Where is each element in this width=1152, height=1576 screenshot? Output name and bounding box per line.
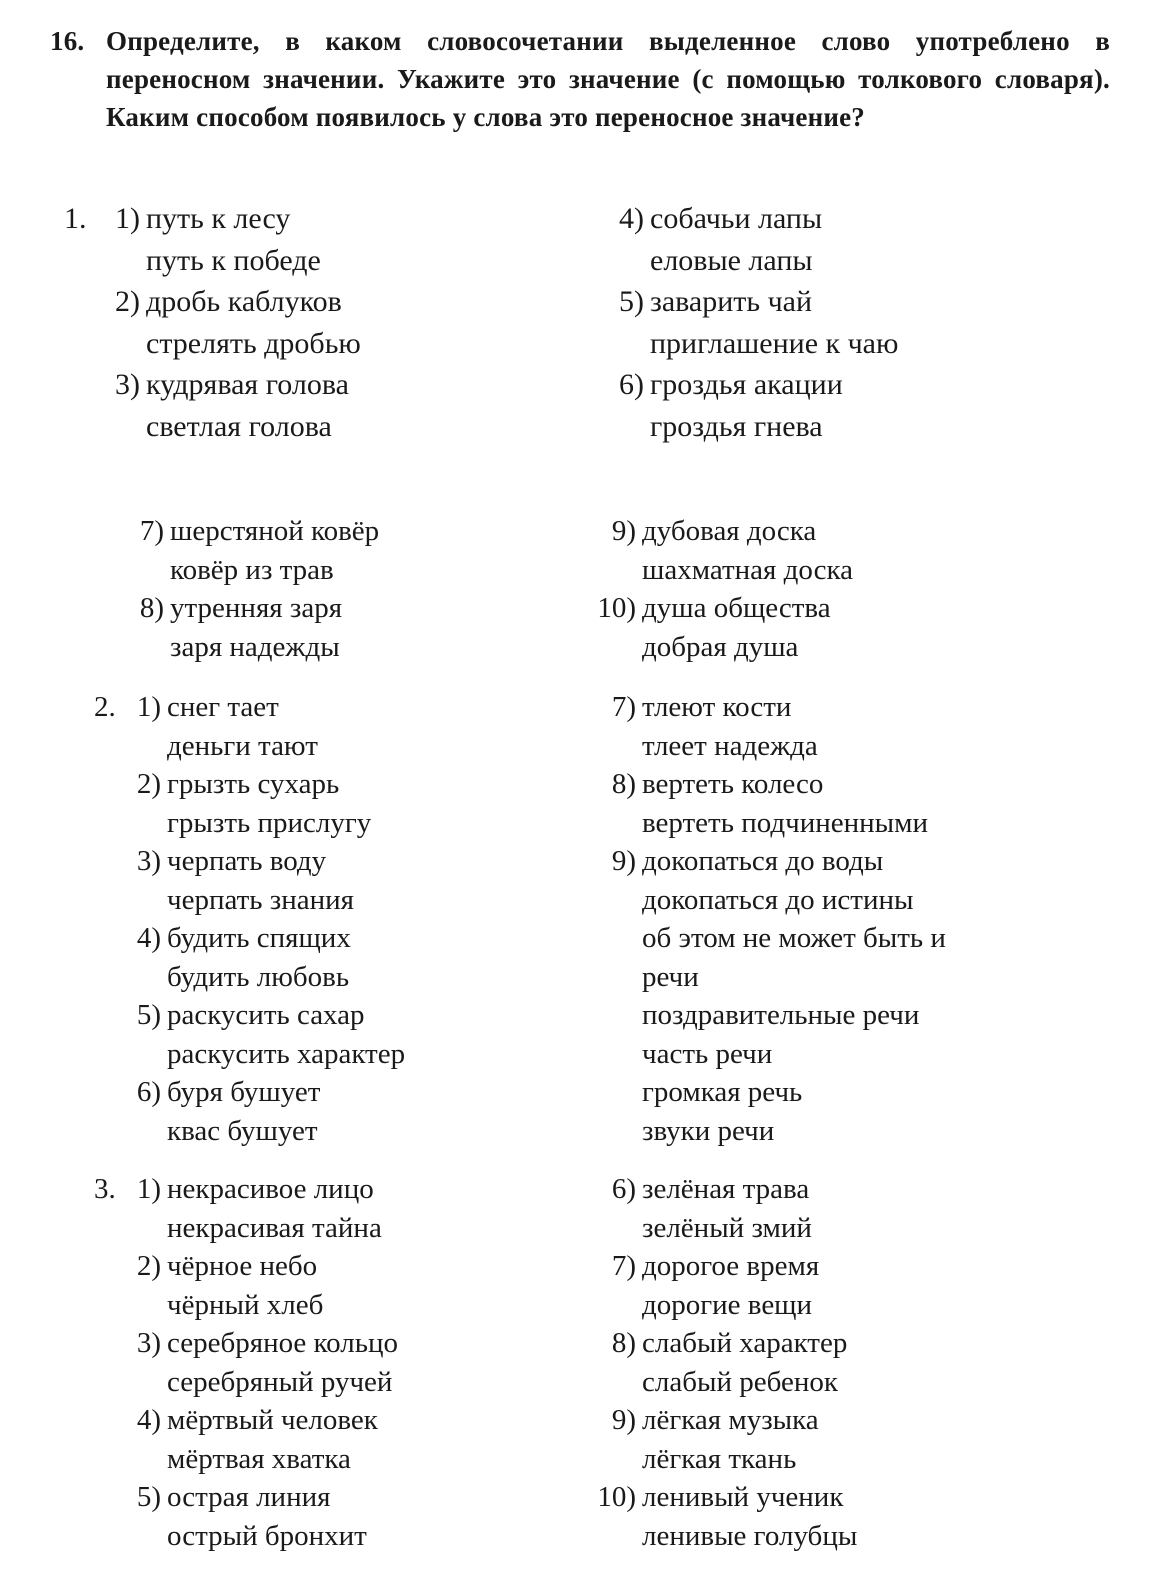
list-item	[115, 198, 361, 281]
left-column	[115, 198, 361, 447]
list-item	[136, 919, 405, 996]
phrase-line: путь к лесу	[146, 202, 291, 235]
phrase-line: зелёная трава	[642, 1173, 810, 1205]
left-column	[136, 1170, 399, 1555]
phrase-line: грызть сухарь	[167, 768, 340, 800]
phrase-line: утренняя заря	[170, 592, 343, 624]
list-item	[619, 198, 898, 281]
phrase-line: ленивые голубцы	[642, 1519, 858, 1552]
item-number: 8)	[611, 1327, 636, 1359]
right-column	[597, 1170, 858, 1555]
list-item	[619, 364, 898, 447]
task-number: 16.	[50, 26, 85, 56]
right-column	[597, 512, 854, 666]
phrase-line: будить любовь	[167, 960, 350, 993]
item-number: 7)	[611, 691, 636, 723]
list-item	[115, 364, 361, 447]
phrase-line: собачьи лапы	[650, 202, 823, 235]
list-item	[597, 1478, 858, 1555]
phrase-line: ковёр из трав	[170, 553, 334, 586]
right-column	[619, 198, 899, 447]
phrase-line: гроздья гнева	[650, 409, 823, 443]
phrase-line: тлеют кости	[642, 691, 792, 723]
item-number: 8)	[139, 592, 164, 624]
phrase-line: зелёный змий	[642, 1211, 812, 1244]
phrase-line: черпать знания	[167, 883, 354, 916]
list-item	[611, 842, 946, 1150]
list-item	[136, 842, 405, 919]
item-number: 3)	[136, 1327, 161, 1359]
phrase-line: докопаться до истины	[642, 883, 914, 916]
left-column	[139, 512, 380, 666]
group-number: 2.	[94, 691, 116, 723]
phrase-line: громкая речь	[642, 1076, 803, 1108]
phrase-line: вертеть подчиненными	[642, 806, 929, 839]
item-number: 3)	[136, 845, 161, 877]
item-number: 1)	[115, 202, 140, 235]
item-number: 4)	[619, 202, 644, 235]
phrase-line: снег тает	[167, 691, 279, 723]
item-number: 9)	[611, 845, 636, 877]
item-number: 4)	[136, 1404, 161, 1436]
phrase-line: деньги тают	[167, 729, 318, 762]
item-number: 3)	[115, 368, 140, 401]
phrase-line: заварить чай	[650, 285, 813, 318]
phrase-line: мёртвый человек	[167, 1404, 378, 1436]
group-number: 1.	[64, 202, 87, 235]
list-item	[619, 281, 899, 364]
phrase-line: ленивый ученик	[642, 1481, 844, 1513]
list-item	[611, 688, 946, 765]
phrase-line: звуки речи	[642, 1114, 775, 1147]
list-item	[611, 512, 854, 589]
list-item	[136, 1073, 405, 1150]
phrase-line: лёгкая ткань	[642, 1442, 797, 1475]
phrase-line: будить спящих	[167, 922, 351, 954]
phrase-line: раскусить сахар	[167, 999, 365, 1031]
list-item	[136, 1478, 398, 1555]
list-item	[611, 1401, 857, 1478]
phrase-line: душа общества	[642, 592, 831, 624]
task-block	[50, 22, 1110, 136]
item-number: 5)	[136, 999, 161, 1031]
item-number: 5)	[619, 285, 644, 318]
phrase-line: слабый ребенок	[642, 1365, 838, 1398]
item-number: 2)	[115, 285, 140, 318]
item-number: 9)	[611, 1404, 636, 1436]
phrase-line: часть речи	[642, 1037, 773, 1070]
left-column	[136, 688, 406, 1150]
phrase-line: дробь каблуков	[146, 285, 342, 318]
list-item	[136, 996, 406, 1073]
phrase-line: об этом не может быть и	[642, 922, 946, 954]
list-item	[136, 1324, 399, 1401]
item-number: 10)	[597, 592, 636, 624]
list-item	[611, 1324, 857, 1401]
list-item	[139, 589, 379, 666]
phrase-line: вертеть колесо	[642, 768, 824, 800]
phrase-line: квас бушует	[167, 1114, 318, 1147]
phrase-line: речи	[642, 960, 699, 993]
item-number: 6)	[619, 368, 644, 401]
list-item	[611, 765, 946, 842]
list-item	[136, 688, 405, 765]
phrase-line: мёртвая хватка	[167, 1442, 351, 1475]
phrase-line: раскусить характер	[167, 1037, 406, 1070]
item-number: 7)	[611, 1250, 636, 1282]
phrase-line: кудрявая голова	[146, 368, 349, 401]
phrase-line: грызть прислугу	[167, 806, 372, 839]
item-number: 1)	[136, 691, 161, 723]
list-item	[139, 512, 380, 589]
item-number: 2)	[136, 768, 161, 800]
list-item	[136, 1170, 398, 1247]
phrase-line: шерстяной ковёр	[170, 515, 380, 547]
phrase-line: тлеет надежда	[642, 729, 818, 762]
right-column	[611, 688, 946, 1150]
phrase-line: еловые лапы	[650, 243, 813, 277]
item-number: 10)	[597, 1481, 636, 1513]
list-item	[136, 1247, 398, 1324]
item-number: 8)	[611, 768, 636, 800]
phrase-line: серебряный ручей	[167, 1365, 393, 1398]
item-number: 4)	[136, 922, 161, 954]
group-number: 3.	[94, 1173, 116, 1205]
list-item	[611, 1170, 857, 1247]
phrase-line: стрелять дробью	[146, 326, 361, 360]
phrase-line: чёрное небо	[167, 1250, 318, 1282]
phrase-line: буря бушует	[167, 1076, 321, 1108]
phrase-line: светлая голова	[146, 409, 332, 443]
phrase-line: дорогое время	[642, 1250, 820, 1282]
phrase-line: заря надежды	[170, 630, 340, 663]
phrase-line: некрасивая тайна	[167, 1211, 382, 1244]
phrase-line: острый бронхит	[167, 1519, 367, 1552]
phrase-line: дубовая доска	[642, 515, 817, 547]
list-item	[597, 589, 853, 666]
phrase-line: добрая душа	[642, 630, 799, 663]
phrase-line: слабый характер	[642, 1327, 848, 1359]
phrase-line: острая линия	[167, 1481, 331, 1513]
phrase-line: путь к победе	[146, 243, 321, 277]
list-item	[115, 281, 361, 364]
phrase-line: черпать воду	[167, 845, 327, 877]
list-item	[136, 1401, 398, 1478]
phrase-line: приглашение к чаю	[650, 326, 899, 360]
phrase-line: поздравительные речи	[642, 999, 920, 1031]
item-number: 6)	[136, 1076, 161, 1108]
phrase-line: некрасивое лицо	[167, 1173, 374, 1205]
list-item	[136, 765, 405, 842]
item-number: 6)	[611, 1173, 636, 1205]
item-number: 5)	[136, 1481, 161, 1513]
item-number: 7)	[139, 515, 164, 547]
item-number: 9)	[611, 515, 636, 547]
phrase-line: гроздья акации	[650, 368, 843, 401]
phrase-line: дорогие вещи	[642, 1288, 813, 1321]
phrase-line: серебряное кольцо	[167, 1327, 399, 1359]
phrase-line: чёрный хлеб	[167, 1288, 324, 1321]
item-number: 1)	[136, 1173, 161, 1205]
item-number: 2)	[136, 1250, 161, 1282]
phrase-line: шахматная доска	[642, 553, 854, 586]
task-text: Определите, в каком словосочетании выделенное слово употреблено в переносном значении. Укажите это значение (с помощью толкового словаря). Каким способом появилось у слова это переносное значение?	[106, 26, 1110, 132]
phrase-line: докопаться до воды	[642, 845, 884, 877]
phrase-line: лёгкая музыка	[642, 1404, 819, 1436]
list-item	[611, 1247, 857, 1324]
